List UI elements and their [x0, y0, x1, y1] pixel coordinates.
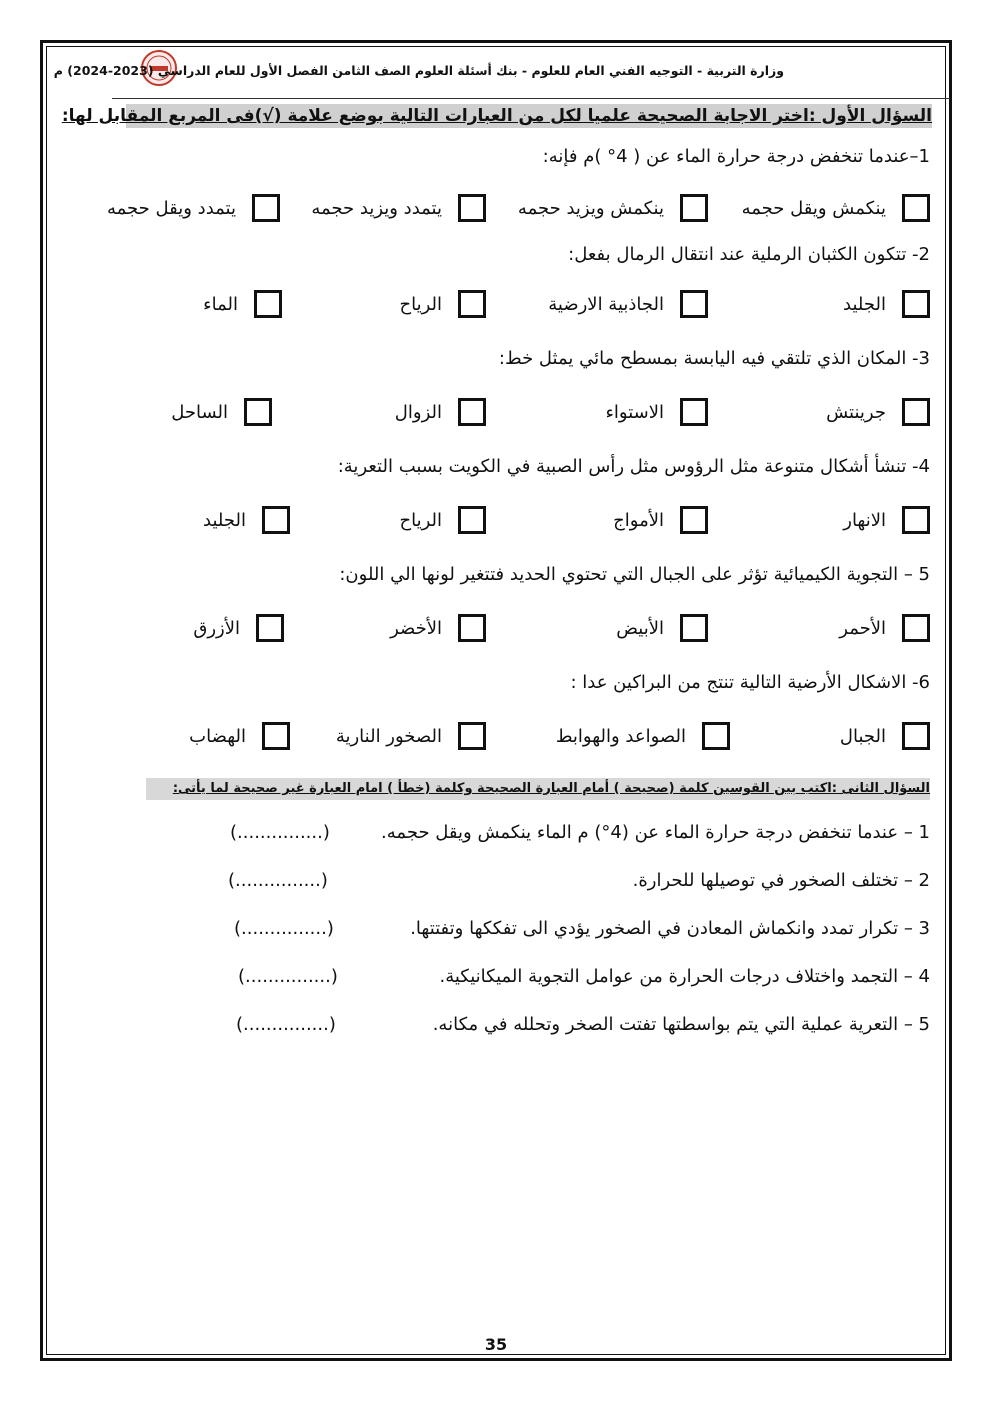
q2-item-5-text: 5 – التعرية عملية التي يتم بواسطتها تفتت الصخر وتحلله في مكانه. [432, 1014, 930, 1035]
option[interactable]: ينكمش ويزيد حجمه [498, 188, 708, 228]
checkbox[interactable] [680, 194, 708, 222]
checkbox[interactable] [680, 398, 708, 426]
q1-item-2-text: 2- تتكون الكثبان الرملية عند انتقال الرمال بفعل: [568, 244, 930, 265]
checkbox[interactable] [902, 194, 930, 222]
option[interactable]: الجاذبية الارضية [498, 284, 708, 324]
option[interactable]: جرينتش [720, 392, 930, 432]
option[interactable]: يتمدد ويزيد حجمه [276, 188, 486, 228]
q1-item-5-text: 5 – التجوية الكيميائية تؤثر على الجبال التي تحتوي الحديد فتتغير لونها الي اللون: [339, 564, 930, 585]
option[interactable]: يتمدد ويقل حجمه [70, 188, 280, 228]
q2-item-3 [200, 918, 930, 946]
checkbox[interactable] [902, 398, 930, 426]
checkbox[interactable] [254, 290, 282, 318]
q1-item-2-options [60, 284, 930, 324]
checkbox[interactable] [902, 290, 930, 318]
checkbox[interactable] [256, 614, 284, 642]
checkbox[interactable] [458, 722, 486, 750]
option[interactable]: الزوال [276, 392, 486, 432]
option[interactable]: الهضاب [80, 716, 290, 756]
checkbox[interactable] [252, 194, 280, 222]
option[interactable]: الصواعد والهوابط [520, 716, 730, 756]
answer-blank[interactable]: (...............) [228, 870, 328, 891]
checkbox[interactable] [458, 506, 486, 534]
checkbox[interactable] [902, 722, 930, 750]
checkbox[interactable] [680, 506, 708, 534]
checkbox[interactable] [680, 614, 708, 642]
page-number: 35 [484, 1335, 508, 1354]
q2-item-2-text: 2 – تختلف الصخور في توصيلها للحرارة. [632, 870, 930, 891]
option[interactable]: الرياح [276, 284, 486, 324]
answer-blank[interactable]: (...............) [234, 918, 334, 939]
checkbox[interactable] [458, 194, 486, 222]
checkbox[interactable] [458, 290, 486, 318]
checkbox[interactable] [262, 506, 290, 534]
question1-heading: السؤال الأول :اختر الاجابة الصحيحة علميا لكل من العبارات التالية بوضع علامة (√)فى المربع المقابل لها: [61, 106, 932, 126]
checkbox[interactable] [902, 614, 930, 642]
checkbox[interactable] [458, 398, 486, 426]
answer-blank[interactable]: (...............) [238, 966, 338, 987]
answer-blank[interactable]: (...............) [236, 1014, 336, 1035]
q1-item-6-text: 6- الاشكال الأرضية التالية تنتج من البراكين عدا : [570, 672, 930, 693]
option[interactable]: الرياح [276, 500, 486, 540]
checkbox[interactable] [458, 614, 486, 642]
q1-item-4-options [60, 500, 930, 540]
page-border [40, 40, 952, 1361]
header-divider [112, 98, 950, 99]
checkbox[interactable] [902, 506, 930, 534]
q1-item-5-options [60, 608, 930, 648]
q2-item-5 [200, 1014, 930, 1042]
option[interactable]: الساحل [62, 392, 272, 432]
q2-item-4 [200, 966, 930, 994]
q2-item-2 [200, 870, 930, 898]
option[interactable]: الأزرق [74, 608, 284, 648]
option[interactable]: الأخضر [276, 608, 486, 648]
option[interactable]: الصخور النارية [276, 716, 486, 756]
q2-item-1-text: 1 – عندما تنخفض درجة حرارة الماء عن (4°) م الماء ينكمش ويقل حجمه. [381, 822, 930, 843]
option[interactable]: الأحمر [720, 608, 930, 648]
q1-item-1-text: 1–عندما تنخفض درجة حرارة الماء عن ( 4° )م فإنه: [542, 146, 930, 167]
question2-heading: السؤال الثانى :اكتب بين القوسين كلمة (صحيحة ) أمام العبارة الصحيحة وكلمة (خطأ ) امام العبارة غير صحيحة لما يأتى: [146, 778, 930, 800]
option[interactable]: الجبال [720, 716, 930, 756]
q2-item-1 [200, 822, 930, 850]
q1-item-1-options [60, 188, 930, 228]
answer-blank[interactable]: (...............) [230, 822, 330, 843]
option[interactable]: ينكمش ويقل حجمه [720, 188, 930, 228]
q1-item-6-options [60, 716, 930, 756]
option[interactable]: الاستواء [498, 392, 708, 432]
checkbox[interactable] [702, 722, 730, 750]
q2-item-4-text: 4 – التجمد واختلاف درجات الحرارة من عوامل التجوية الميكانيكية. [439, 966, 930, 987]
header-title: وزارة التربية - التوجيه الفني العام للعلوم - بنك أسئلة العلوم الصف الثامن الفصل الأول للعام الدراسي (2023-2024) م [53, 63, 784, 78]
option[interactable]: الانهار [720, 500, 930, 540]
q2-item-3-text: 3 – تكرار تمدد وانكماش المعادن في الصخور يؤدي الى تفككها وتفتتها. [410, 918, 930, 939]
option[interactable]: الأمواج [498, 500, 708, 540]
checkbox[interactable] [262, 722, 290, 750]
q1-item-3-options [60, 392, 930, 432]
option[interactable]: الجليد [80, 500, 290, 540]
option[interactable]: الجليد [720, 284, 930, 324]
checkbox[interactable] [244, 398, 272, 426]
option[interactable]: الماء [72, 284, 282, 324]
option[interactable]: الأبيض [498, 608, 708, 648]
q1-item-4-text: 4- تنشأ أشكال متنوعة مثل الرؤوس مثل رأس الصبية في الكويت بسبب التعرية: [337, 456, 930, 477]
q1-item-3-text: 3- المكان الذي تلتقي فيه اليابسة بمسطح مائي يمثل خط: [498, 348, 930, 369]
checkbox[interactable] [680, 290, 708, 318]
